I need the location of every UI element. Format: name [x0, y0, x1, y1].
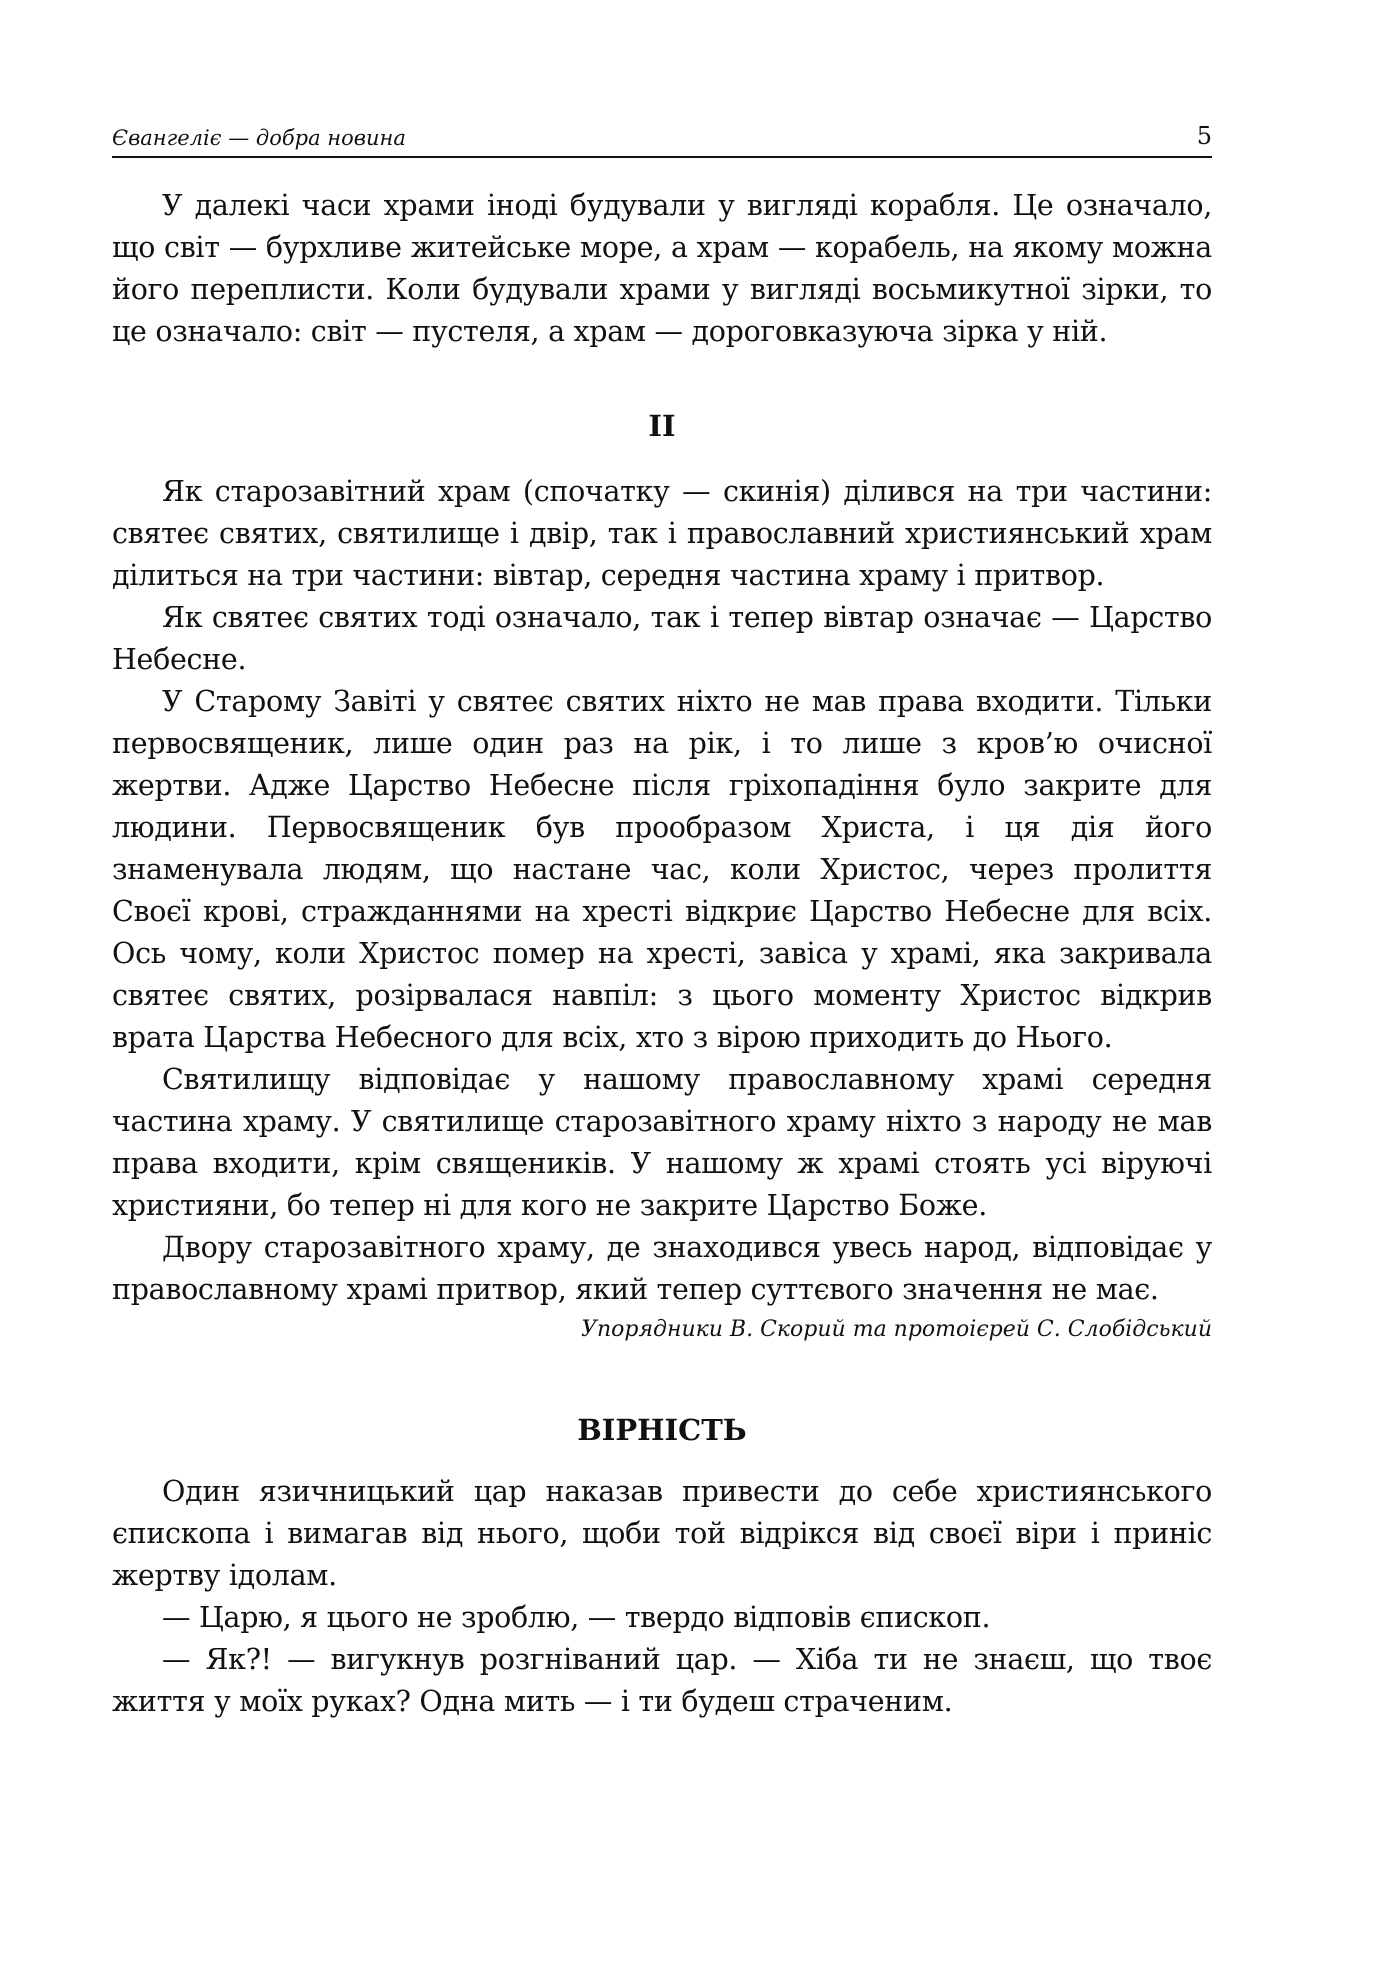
- section-paragraph-4: Святилищу відповідає у нашому православному храмі середня частина храму. У святилище старозавітного храму ніхто з народу не мав права входити, крім священиків. У нашому ж храмі стоять усі віруючі християни, бо тепер ні для кого не закрите Царство Боже.: [112, 1063, 1212, 1222]
- section-paragraph-5: Двору старозавітного храму, де знаходився увесь народ, відповідає у православному храмі притвор, який тепер суттєвого значення не має.: [112, 1231, 1212, 1306]
- section-paragraph-2: Як святеє святих тоді означало, так і тепер вівтар означає — Царство Небесне.: [112, 601, 1212, 676]
- article-paragraph-3: — Як?! — вигукнув розгніваний цар. — Хіба ти не знаєш, що твоє життя у моїх руках? Одна мить — і ти будеш страченим.: [112, 1643, 1212, 1718]
- attribution: Упорядники В. Скорий та протоієрей С. Слобідський: [581, 1317, 1212, 1342]
- article-title: ВІРНІСТЬ: [577, 1413, 747, 1447]
- article-paragraph-1: Один язичницький цар наказав привести до себе християнського єпископа і вимагав від нього, щоби той відрікся від своєї віри і приніс жертву ідолам.: [112, 1475, 1212, 1592]
- article-paragraph-2: — Царю, я цього не зроблю, — твердо відповів єпископ.: [162, 1601, 991, 1634]
- page-content: [112, 185, 1212, 1723]
- running-title: Євангеліє — добра новина: [112, 126, 406, 150]
- section-heading-ii: II: [648, 409, 676, 443]
- section-paragraph-1: Як старозавітний храм (спочатку — скинія) ділився на три частини: святеє святих, святилище і двір, так і православний християнський храм ділиться на три частини: вівтар, середня частина храму і притвор.: [112, 475, 1212, 592]
- header-rule: [112, 156, 1212, 158]
- running-header: [112, 118, 1212, 158]
- intro-paragraph: У далекі часи храми іноді будували у вигляді корабля. Це означало, що світ — бурхливе житейське море, а храм — корабель, на якому можна його переплисти. Коли будували храми у вигляді восьмикутної зірки, то це означало: світ — пустеля, а храм — дороговказуюча зірка у ній.: [112, 189, 1212, 348]
- section-paragraph-3: У Старому Завіті у святеє святих ніхто не мав права входити. Тільки первосвященик, лише один раз на рік, і то лише з кров’ю очисної жертви. Адже Царство Небесне після гріхопадіння було закрите для людини. Первосвященик був прообразом Христа, і ця дія його знаменувала людям, що настане час, коли Христос, через пролиття Своєї крові, стражданнями на хресті відкриє Царство Небесне для всіх. Ось чому, коли Христос помер на хресті, завіса у храмі, яка закривала святеє святих, розірвалася навпіл: з цього моменту Христос відкрив врата Царства Небесного для всіх, хто з вірою приходить до Нього.: [112, 685, 1212, 1054]
- page-number: 5: [1196, 122, 1212, 150]
